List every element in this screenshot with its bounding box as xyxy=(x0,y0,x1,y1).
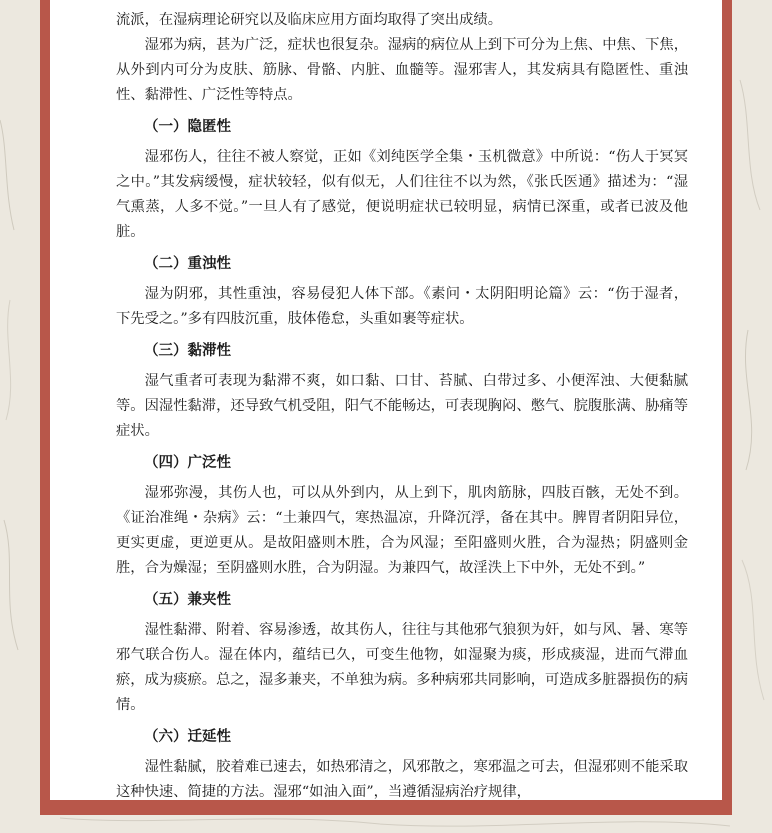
section-body-pervasiveness: 湿邪弥漫，其伤人也，可以从外到内，从上到下，肌肉筋脉，四肢百骸，无处不到。《证治准绳・杂病》云：“土兼四气，寒热温凉，升降沉浮，备在其中。脾胃者阴阳异位，更实更虚，更逆更从。是故阳盛则木胜，合为风湿；至阳盛则火胜，合为湿热；阴盛则金胜，合为燥湿；至阴盛则水胜，合为阴湿。为兼四气，故淫泆上下中外，无处不到。” xyxy=(116,485,688,576)
section-body-concealment: 湿邪伤人，往往不被人察觉，正如《刘纯医学全集・玉机微意》中所说：“伤人于冥冥之中。”其发病缓慢，症状较轻，似有似无，人们往往不以为然，《张氏医通》描述为：“湿气熏蒸，人多不觉。”一旦人有了感觉，便说明症状已较明显，病情已深重，或者已波及他脏。 xyxy=(116,149,688,240)
section-heading-heaviness: （二）重浊性 xyxy=(144,255,231,272)
document-page xyxy=(50,0,722,800)
article-body xyxy=(116,8,688,800)
section-heading-pervasiveness: （四）广泛性 xyxy=(144,454,231,471)
paragraph-intro: 湿邪为病，甚为广泛，症状也很复杂。湿病的病位从上到下可分为上焦、中焦、下焦，从外到内可分为皮肤、筋脉、骨骼、内脏、血髓等。湿邪害人，其发病具有隐匿性、重浊性、黏滞性、广泛性等特点。 xyxy=(116,37,688,103)
section-heading-combination: （五）兼夹性 xyxy=(144,591,231,608)
section-body-lingering: 湿性黏腻，胶着难已速去，如热邪清之，风邪散之，寒邪温之可去，但湿邪则不能采取这种快速、简捷的方法。湿邪“如油入面”，当遵循湿病治疗规律， xyxy=(116,759,688,800)
paragraph-continued: 流派，在湿病理论研究以及临床应用方面均取得了突出成绩。 xyxy=(116,12,503,28)
section-body-stickiness: 湿气重者可表现为黏滞不爽，如口黏、口甘、苔腻、白带过多、小便浑浊、大便黏腻等。因湿性黏滞，还导致气机受阻，阳气不能畅达，可表现胸闷、憋气、脘腹胀满、胁痛等症状。 xyxy=(116,373,688,439)
section-heading-stickiness: （三）黏滞性 xyxy=(144,342,231,359)
section-heading-concealment: （一）隐匿性 xyxy=(144,118,231,135)
section-body-heaviness: 湿为阴邪，其性重浊，容易侵犯人体下部。《素问・太阴阳明论篇》云：“伤于湿者，下先受之。”多有四肢沉重，肢体倦怠，头重如裹等症状。 xyxy=(116,286,688,327)
section-heading-lingering: （六）迁延性 xyxy=(144,728,231,745)
section-body-combination: 湿性黏滞、附着、容易渗透，故其伤人，往往与其他邪气狼狈为奸，如与风、暑、寒等邪气联合伤人。湿在体内，蕴结已久，可变生他物，如湿聚为痰，形成痰湿，进而气滞血瘀，成为痰瘀。总之，湿多兼夹，不单独为病。多种病邪共同影响，可造成多脏器损伤的病情。 xyxy=(116,622,688,713)
